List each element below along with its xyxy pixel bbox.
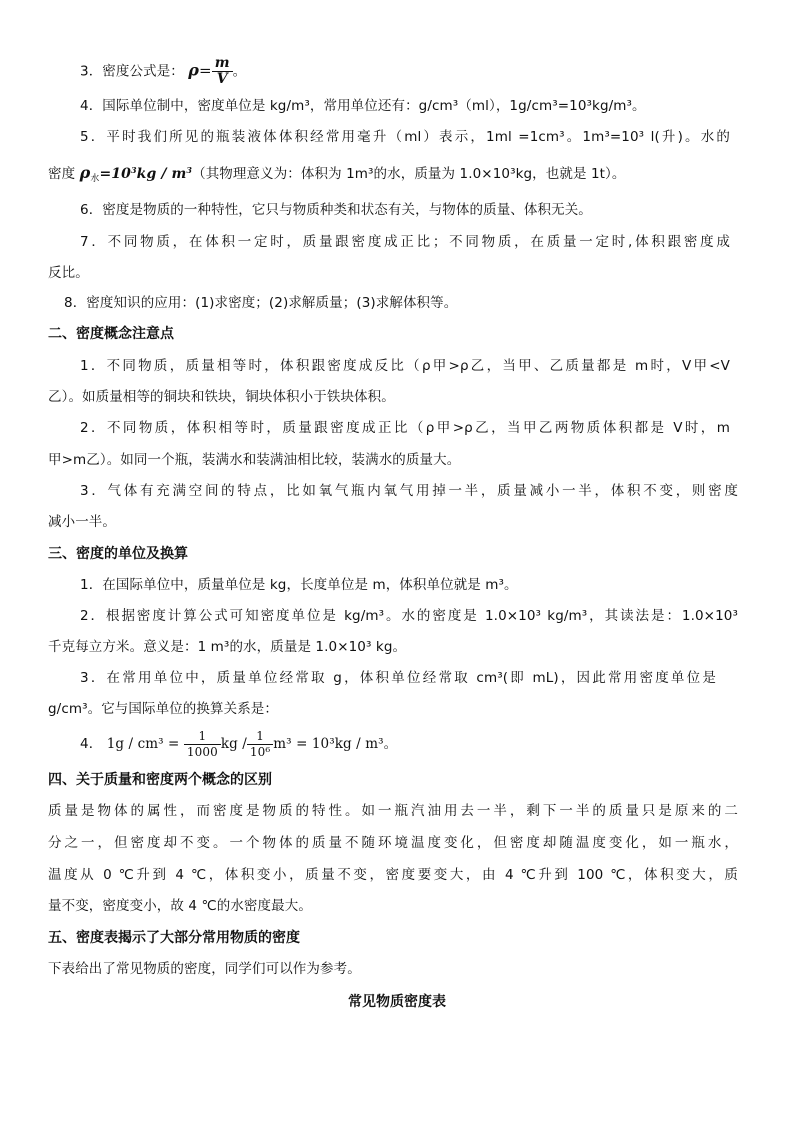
section-3-p1: 1．在国际单位中，质量单位是 kg，长度单位是 m，体积单位就是 m³。 <box>80 577 518 593</box>
item-5-prefix: 密度 <box>48 166 76 182</box>
section-3-heading: 三、密度的单位及换算 <box>48 546 188 562</box>
section-3-p2-line-1: 2．根据密度计算公式可知密度单位是 kg/m³。水的密度是 1.0×10³ kg/m³，其读法是：1.0×10³ <box>80 608 738 624</box>
section-4-line-2: 分之一，但密度却不变。一个物体的质量不随环境温度变化，但密度却随温度变化，如一瓶水， <box>48 835 738 851</box>
rho-symbol: ρ <box>188 60 200 80</box>
density-table-title: 常见物质密度表 <box>348 994 446 1010</box>
section-4-heading: 四、关于质量和密度两个概念的区别 <box>48 772 272 788</box>
conversion-mid: kg / <box>220 736 247 752</box>
item-3-end: 。 <box>232 63 247 80</box>
item-5-line-1: 5．平时我们所见的瓶装液体体积经常用毫升（ml）表示，1ml =1cm³。1m³=10³ l(升)。水的 <box>80 129 730 145</box>
item-5-explanation: （其物理意义为：体积为 1m³的水，质量为 1.0×10³kg，也就是 1t）。 <box>192 166 626 182</box>
section-2-p2-line-2: 甲>m乙）。如同一个瓶，装满水和装满油相比较，装满水的质量大。 <box>48 452 461 468</box>
section-2-p1-line-2: 乙）。如质量相等的铜块和铁块，铜块体积小于铁块体积。 <box>48 389 395 405</box>
item-5-line-2 <box>48 160 626 189</box>
section-2-heading: 二、密度概念注意点 <box>48 326 174 342</box>
fraction-denominator: V <box>216 71 228 87</box>
item-7-line-2: 反比。 <box>48 265 89 281</box>
water-density-value: $=10^3kg / m^3$ <box>99 165 193 182</box>
section-4-line-1: 质量是物体的属性，而密度是物质的特性。如一瓶汽油用去一半，剩下一半的质量只是原来的二 <box>48 803 738 819</box>
section-3-p3-line-2: g/cm³。它与国际单位的换算关系是： <box>48 701 279 717</box>
item-7-line-1: 7．不同物质，在体积一定时，质量跟密度成正比；不同物质，在质量一定时,体积跟密度成 <box>80 234 730 250</box>
section-3-p2-line-2: 千克每立方米。意义是：1 m³的水，质量是 1.0×10³ kg。 <box>48 639 407 655</box>
conversion-fraction-2: $\frac{1}{\text{10⁶}}$ <box>247 729 273 760</box>
fraction-numerator: m <box>212 56 233 72</box>
item-6: 6．密度是物质的一种特性，它只与物质种类和状态有关，与物体的质量、体积无关。 <box>80 202 592 218</box>
density-fraction <box>212 56 233 87</box>
item-3-label: 3．密度公式是： <box>80 63 184 80</box>
item-4: 4．国际单位制中，密度单位是 kg/m³，常用单位还有：g/cm³（ml），1g/cm³=10³kg/m³。 <box>80 98 646 114</box>
conversion-lhs: 1g / cm³ = <box>106 736 180 752</box>
item-8: 8．密度知识的应用：(1)求密度；(2)求解质量；(3)求解体积等。 <box>64 295 458 311</box>
section-5-heading: 五、密度表揭示了大部分常用物质的密度 <box>48 930 300 946</box>
section-3-p4-label: 4． <box>80 736 103 752</box>
section-5-line-1: 下表给出了常见物质的密度，同学们可以作为参考。 <box>48 961 361 977</box>
section-2-p1-line-1: 1．不同物质，质量相等时，体积跟密度成反比（ρ甲>ρ乙，当甲、乙质量都是 m时，V甲<V <box>80 358 730 374</box>
conversion-rhs: m³ = 10³kg / m³ <box>273 736 384 752</box>
item-3 <box>80 56 246 87</box>
conversion-end: 。 <box>383 736 398 752</box>
section-3-p3-line-1: 3．在常用单位中，质量单位经常取 g，体积单位经常取 cm³(即 mL)，因此常用密度单位是 <box>80 670 716 686</box>
equals-sign: = <box>199 61 212 80</box>
section-4-line-3: 温度从 0 ℃升到 4 ℃，体积变小，质量不变，密度要变大，由 4 ℃升到 100 ℃，体积变大，质 <box>48 867 738 883</box>
section-4-line-4: 量不变，密度变小，故 4 ℃的水密度最大。 <box>48 898 312 914</box>
rho-water-symbol: $\rho_水$ <box>79 163 100 184</box>
conversion-fraction-1: $\frac{1}{1000}$ <box>184 729 221 760</box>
section-2-p3-line-1: 3．气体有充满空间的特点，比如氧气瓶内氧气用掉一半，质量减小一半，体积不变，则密度 <box>80 483 738 499</box>
section-3-p4-conversion <box>80 724 397 764</box>
section-2-p3-line-2: 减小一半。 <box>48 514 116 530</box>
section-2-p2-line-1: 2．不同物质，体积相等时，质量跟密度成正比（ρ甲>ρ乙，当甲乙两物质体积都是 V时，m <box>80 420 730 436</box>
